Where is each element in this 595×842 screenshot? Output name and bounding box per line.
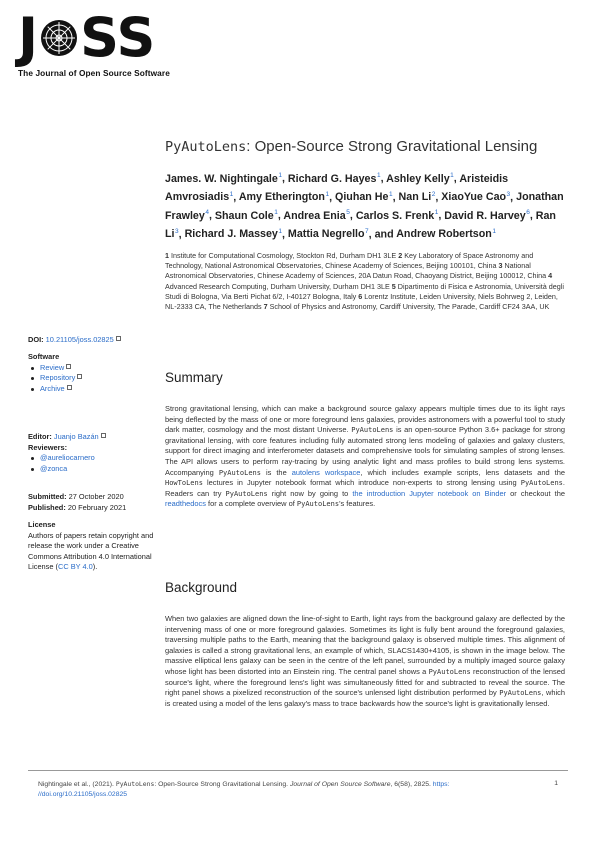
paper-title	[165, 138, 565, 155]
author: Jonathan Frawley$^4$	[165, 191, 564, 222]
reviewer-link[interactable]: @aureliocarnero	[40, 453, 95, 462]
author: Richard G. Hayes$^1$	[287, 172, 381, 185]
author-list: James. W. Nightingale$^1$, Richard G. Hayes$^1$, Ashley Kelly$^1$, Aristeidis Amvrosiadis$^1$, Amy Etherington$^1$, Qiuhan He$^1$, Nan Li$^2$, XiaoYue Cao$^3$, Jonathan Frawley$^4$, Shaun Cole$^1$, Andrea Enia$^5$, Carlos S. Frenk$^1$, David R. Harvey$^6$, Ran Li$^3$, Richard J. Massey$^1$, Mattia Negrello$^7$, and Andrew Robertson$^1$	[165, 172, 564, 241]
summary-heading: Summary	[165, 370, 223, 385]
affiliations: 1 Institute for Computational Cosmology, Stockton Rd, Durham DH1 3LE 2 Key Laboratory of Space Astronomy and Technology, National Astronomical Observatories, Chinese Academy of Sciences, Beijing 100101, China 3 National Astronomical Observatories, Chinese Academy of Sciences, 20A Datun Road, Chaoyang District, Beijing 100012, China 4 Advanced Research Computing, Durham University, Durham DH1 3LE 5 Dipartimento di Fisica e Astronomia, Università degli Studi di Bologna, Via Berti Pichat 6/2, I-40127 Bologna, Italy 6 Lorentz Institute, Leiden University, Niels Bohrweg 2, Leiden, NL-2333 CA, The Netherlands 7 School of Physics and Astronomy, Cardiff University, The Parade, Cardiff CF24 3AA, UK	[165, 251, 564, 312]
archive-link[interactable]: Archive	[40, 383, 65, 393]
page-number: 1	[554, 780, 558, 787]
logo-gear-icon	[39, 18, 79, 58]
page-footer: Nightingale et al., (2021). PyAutoLens: Open-Source Strong Gravitational Lensing. Journal of Open Source Software, 6(58), 2825. https: //doi.org/10.21105/joss.02825 1	[38, 780, 558, 798]
author: Qiuhan He$^1$	[335, 190, 393, 204]
editor-block: Editor: Juanjo Bazán Reviewers: @aureliocarnero @zonca	[28, 432, 158, 474]
dates-block: Submitted: 27 October 2020 Published: 20 February 2021	[28, 492, 127, 512]
reviewer-link[interactable]: @zonca	[40, 463, 68, 473]
title-rest: : Open-Source Strong Gravitational Lensing	[246, 138, 538, 155]
author: Ashley Kelly$^1$	[386, 172, 454, 185]
author: Amy Etherington$^1$	[238, 190, 330, 204]
authors-and: and	[374, 228, 394, 241]
doi-link[interactable]: 10.21105/joss.02825	[45, 335, 114, 344]
workspace-link[interactable]: autolens workspace	[291, 467, 361, 477]
summary-paragraph: Strong gravitational lensing, which can make a background source galaxy appears multiple times due to its light rays being deflected by the mass of one or more foreground lens galaxies, provides astronomers with a powerful tool to study dark matter, cosmology and the most distant Universe. PyAutoLens is an open-source Python 3.6+ package for strong gravitational lensing, with core features including fully automated strong lens modeling of galaxies and galaxy clusters, support for direct imaging and interferometer datasets and comprehensive tools for simulating samples of strong lenses. The API allows users to perform ray-tracing by using analytic light and mass profiles to build strong lens systems. Accompanying PyAutoLens is the autolens workspace, which includes example scripts, lens datasets and the HowToLens lectures in Jupyter notebook format which introduce non-experts to strong lensing using PyAutoLens. Readers can try PyAutoLens right now by going to the introduction Jupyter notebook on Binder or checkout the readthedocs for a complete overview of PyAutoLens's features.	[165, 404, 565, 509]
author: Richard J. Massey$^1$	[184, 227, 282, 241]
binder-link[interactable]: the introduction Jupyter notebook on Binder	[352, 488, 507, 498]
doi-block: DOI: 10.21105/joss.02825	[28, 335, 158, 346]
author: XiaoYue Cao$^3$	[441, 190, 511, 204]
readthedocs-link[interactable]: readthedocs	[165, 499, 206, 509]
joss-logo	[18, 6, 178, 78]
software-block: Software Review Repository Archive	[28, 352, 158, 394]
background-heading: Background	[165, 580, 238, 595]
external-link-icon	[77, 374, 82, 379]
repository-link[interactable]: Repository	[40, 373, 76, 382]
author: Shaun Cole$^1$	[214, 209, 278, 222]
license-link[interactable]: CC BY 4.0	[58, 562, 93, 571]
footer-doi-link[interactable]: https: //doi.org/10.21105/joss.02825	[38, 781, 450, 798]
author: Carlos S. Frenk$^1$	[355, 209, 439, 222]
review-link[interactable]: Review	[40, 362, 65, 372]
external-link-icon	[116, 336, 121, 341]
author: David R. Harvey$^6$	[444, 209, 530, 222]
license-block: License Authors of papers retain copyright and release the work under a Creative Commons Attribution 4.0 International License (CC BY 4.0).	[28, 520, 154, 571]
author: James. W. Nightingale$^1$	[165, 172, 282, 185]
external-link-icon	[101, 433, 106, 438]
editor-link[interactable]: Juanjo Bazán	[53, 432, 99, 441]
author: Andrea Enia$^5$	[283, 209, 350, 222]
author: Nan Li$^2$	[398, 190, 436, 204]
author: Andrew Robertson$^1$	[396, 227, 496, 241]
logo-letter-j: J	[18, 6, 39, 69]
background-paragraph: When two galaxies are aligned down the line-of-sight to Earth, light rays from the background galaxy are deflected by the intervening mass of one or more foreground galaxies. Sometimes its light is fully bent around the foreground galaxies, traversing multiple paths to the Earth, meaning that the background galaxy is observed multiple times. This alignment of galaxies is called a strong gravitational lens, an example of which, SLACS1430+4105, is shown in the image below. The massive elliptical lens galaxy can be seen in the centre of the left panel, surrounded by a multiply imaged source galaxy whose light has been distorted into an Einstein ring. The central panel shows a PyAutoLens reconstruction of the lensed source's light, where the foreground lens's light was simultaneously fitted for and subtracted to reveal the source. The right panel shows a pixelized reconstruction of the source's unlensed light distribution performed by PyAutoLens, which is created using a model of the lens galaxy's mass to trace backwards how the source's light is gravitationally lensed.	[165, 614, 566, 708]
author: Ran Li$^3$	[165, 209, 556, 241]
author: Aristeidis Amvrosiadis$^1$	[165, 172, 509, 204]
title-code: PyAutoLens	[165, 139, 247, 155]
external-link-icon	[67, 385, 72, 390]
external-link-icon	[66, 364, 71, 369]
logo-tagline: The Journal of Open Source Software	[18, 68, 170, 78]
author: Mattia Negrello$^7$	[287, 227, 369, 241]
logo-letters-ss: SS	[80, 6, 156, 69]
footer-divider	[28, 770, 568, 771]
